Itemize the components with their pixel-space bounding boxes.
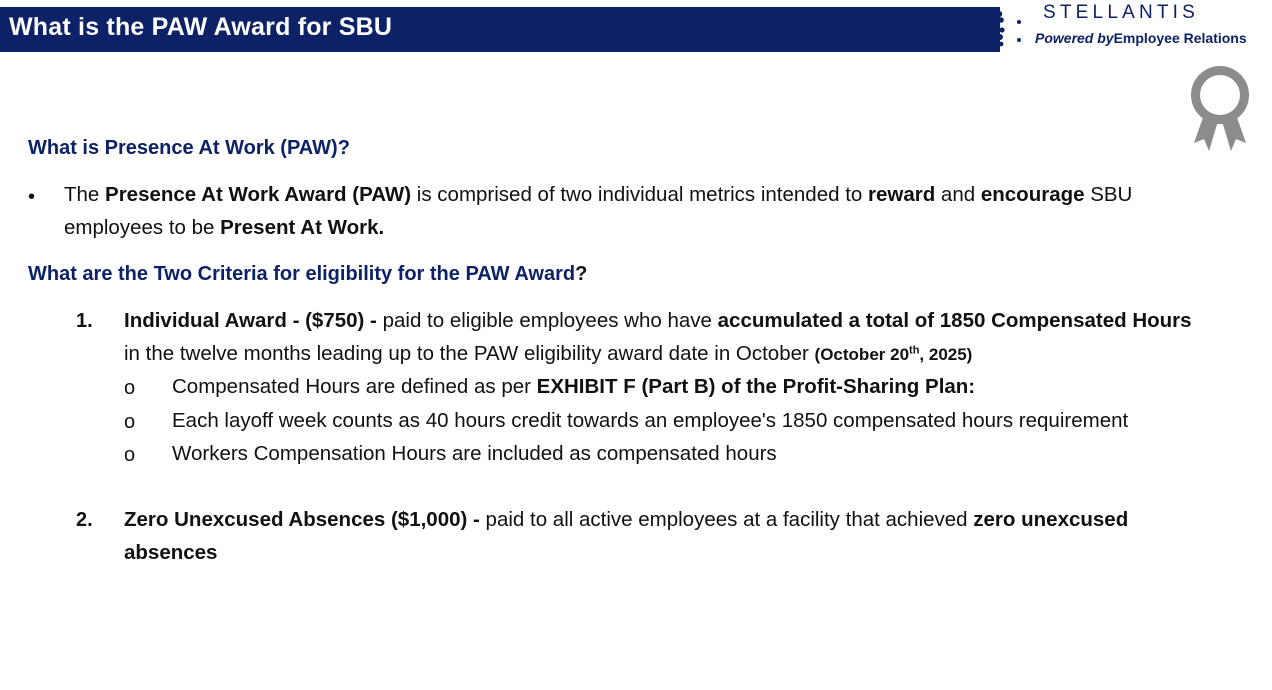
item1-sub2: Each layoff week counts as 40 hours credit towards an employee's 1850 compensated hours requirement [172,409,1129,432]
section1-bullet-line1: The Presence At Work Award (PAW) is comprised of two individual metrics intended to reward and encourage SBU [64,183,1133,206]
stellantis-dots-logo [990,6,1026,50]
section2-heading: What are the Two Criteria for eligibility for the PAW Award? [28,263,588,285]
brand-tagline: Powered byEmployee Relations [1035,30,1247,46]
section1-bullet-line2: employees to be Present At Work. [64,216,385,239]
section1-heading: What is Presence At Work (PAW)? [28,137,350,159]
item1-line2: in the twelve months leading up to the PAW eligibility award date in October (October 20th, 2025) [124,342,973,365]
bullet-icon: • [28,186,36,208]
item1-sub1: Compensated Hours are defined as per EXHIBIT F (Part B) of the Profit-Sharing Plan: [172,375,976,398]
item2-number: 2. [76,509,93,531]
sub-bullet-icon: o [124,444,136,466]
sub-bullet-icon: o [124,411,136,433]
sub-bullet-icon: o [124,377,136,399]
page-title: What is the PAW Award for SBU [9,13,393,41]
item2-line1: Zero Unexcused Absences ($1,000) - paid to all active employees at a facility that achieved zero unexcused [124,508,1129,531]
brand-name: STELLANTIS [1043,2,1200,23]
item2-line2: absences [124,541,218,564]
award-ribbon-icon [1188,65,1252,155]
item1-sub3: Workers Compensation Hours are included as compensated hours [172,442,777,465]
item1-number: 1. [76,310,93,332]
item1-line1: Individual Award - ($750) - paid to eligible employees who have accumulated a total of 1850 Compensated Hours [124,309,1192,332]
